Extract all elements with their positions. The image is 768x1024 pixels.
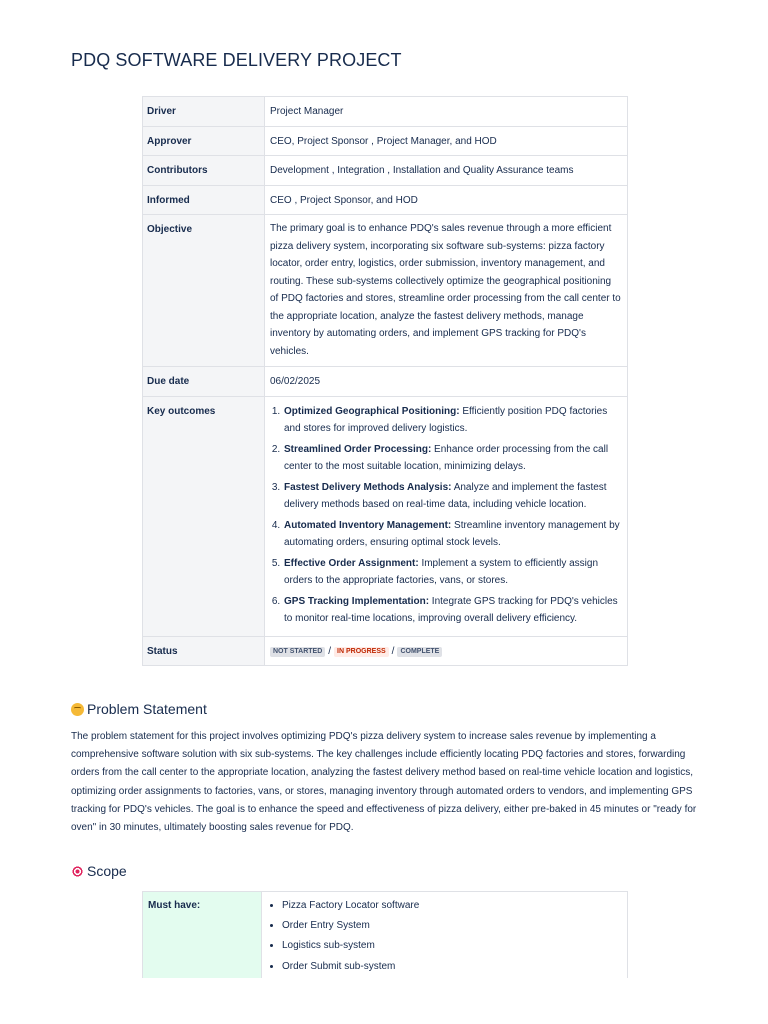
- outcome-title: GPS Tracking Implementation:: [284, 595, 430, 607]
- objective-value: The primary goal is to enhance PDQ's sales revenue through a more efficient pizza delivery system, incorporating six software sub-systems: pizza factory locator, order entry, logistics, order submission, inventory management, and routing. These sub-systems collectively optimize the geographical positioning of PDQ factories and stores, streamline order processing from the call center to the appropriate location, analyze the fastest delivery methods, manage inventory by automating orders, and implement GPS tracking for PDQ's vehicles.: [265, 215, 628, 367]
- key-outcomes-value: [265, 396, 628, 636]
- outcome-item: [283, 479, 621, 514]
- contributors-row: [143, 156, 628, 186]
- approver-row: [143, 126, 628, 156]
- must-have-list: [272, 896, 622, 977]
- outcome-title: Effective Order Assignment:: [284, 557, 419, 569]
- outcome-text: Enhance order processing from the call center to the most suitable location, minimizing delays.: [284, 443, 609, 472]
- outcome-text: Implement a system to efficiently assign orders to the appropriate factories, vans, or stores.: [284, 557, 599, 586]
- outcome-text: Streamline inventory management by automating orders, ensuring optimal stock levels.: [284, 519, 620, 548]
- project-info-table: [142, 96, 628, 666]
- key-outcomes-list: [270, 403, 621, 628]
- due-date-label: Due date: [143, 367, 265, 397]
- objective-row: [143, 215, 628, 367]
- direct-hit-target-icon: [71, 865, 84, 878]
- informed-label: Informed: [143, 185, 265, 215]
- list-item: • Logistics sub-system: [282, 936, 622, 956]
- outcome-title: Streamlined Order Processing:: [284, 443, 432, 455]
- scope-table: [142, 891, 628, 978]
- due-date-value: 06/02/2025: [265, 367, 628, 397]
- list-item: • Order Entry System: [282, 916, 622, 936]
- informed-row: [143, 185, 628, 215]
- key-outcomes-label: Key outcomes: [143, 396, 265, 636]
- contributors-value: Development , Integration , Installation and Quality Assurance teams: [265, 156, 628, 186]
- problem-statement-body: The problem statement for this project involves optimizing PDQ's pizza delivery system to increase sales revenue by implementing a comprehensive software solution with six sub-systems. The key challenges include efficiently locating PDQ factories and stores, forwarding orders from the call center to the appropriate location, analyzing the fastest delivery method based on real-time vehicle location and logistics, optimizing order assignments to factories, vans, or stores, managing inventory through automated orders to vendors, and implementing GPS tracking for PDQ's vehicles. The goal is to enhance the speed and effectiveness of pizza delivery, either pre-baked in 45 minutes or "ready for oven" in 30 minutes, ultimately boosting sales revenue for PDQ.: [71, 731, 697, 834]
- problem-statement-heading: [71, 701, 207, 717]
- must-have-row: [143, 892, 628, 979]
- approver-label: Approver: [143, 126, 265, 156]
- key-outcomes-row: [143, 396, 628, 636]
- outcome-item: [283, 555, 621, 590]
- status-row: [143, 636, 628, 666]
- status-value: [265, 636, 628, 666]
- status-label: Status: [143, 636, 265, 666]
- approver-value: CEO, Project Sponsor , Project Manager, and HOD: [265, 126, 628, 156]
- status-badge-not-started: NOT STARTED: [270, 647, 325, 657]
- status-separator: /: [328, 645, 332, 657]
- page-title: PDQ SOFTWARE DELIVERY PROJECT: [71, 50, 402, 70]
- status-separator: /: [391, 645, 395, 657]
- problem-statement-title: Problem Statement: [87, 701, 207, 717]
- must-have-value: [262, 892, 628, 979]
- driver-row: [143, 97, 628, 127]
- scope-title: Scope: [87, 863, 127, 879]
- outcome-item: [283, 441, 621, 476]
- scope-heading: [71, 863, 127, 879]
- outcome-text: Analyze and implement the fastest delivery methods based on real-time data, including vehicle location.: [284, 481, 607, 510]
- informed-value: CEO , Project Sponsor, and HOD: [265, 185, 628, 215]
- driver-value: Project Manager: [265, 97, 628, 127]
- due-date-row: [143, 367, 628, 397]
- outcome-item: [283, 403, 621, 438]
- driver-label: Driver: [143, 97, 265, 127]
- contributors-label: Contributors: [143, 156, 265, 186]
- outcome-title: Optimized Geographical Positioning:: [284, 405, 460, 417]
- outcome-item: [283, 593, 621, 628]
- outcome-item: [283, 517, 621, 552]
- outcome-title: Automated Inventory Management:: [284, 519, 452, 531]
- list-item: • Pizza Factory Locator software: [282, 896, 622, 916]
- must-have-label: Must have:: [143, 892, 262, 979]
- list-item: • Order Submit sub-system: [282, 957, 622, 977]
- outcome-text: Integrate GPS tracking for PDQ's vehicles to monitor real-time locations, improving overall delivery efficiency.: [284, 595, 618, 624]
- outcome-text: Efficiently position PDQ factories and stores for improved delivery logistics.: [284, 405, 608, 434]
- status-badge-in-progress: IN PROGRESS: [334, 647, 389, 657]
- thinking-face-icon: [71, 703, 84, 716]
- outcome-title: Fastest Delivery Methods Analysis:: [284, 481, 452, 493]
- status-badge-complete: COMPLETE: [397, 647, 442, 657]
- objective-label: Objective: [143, 215, 265, 367]
